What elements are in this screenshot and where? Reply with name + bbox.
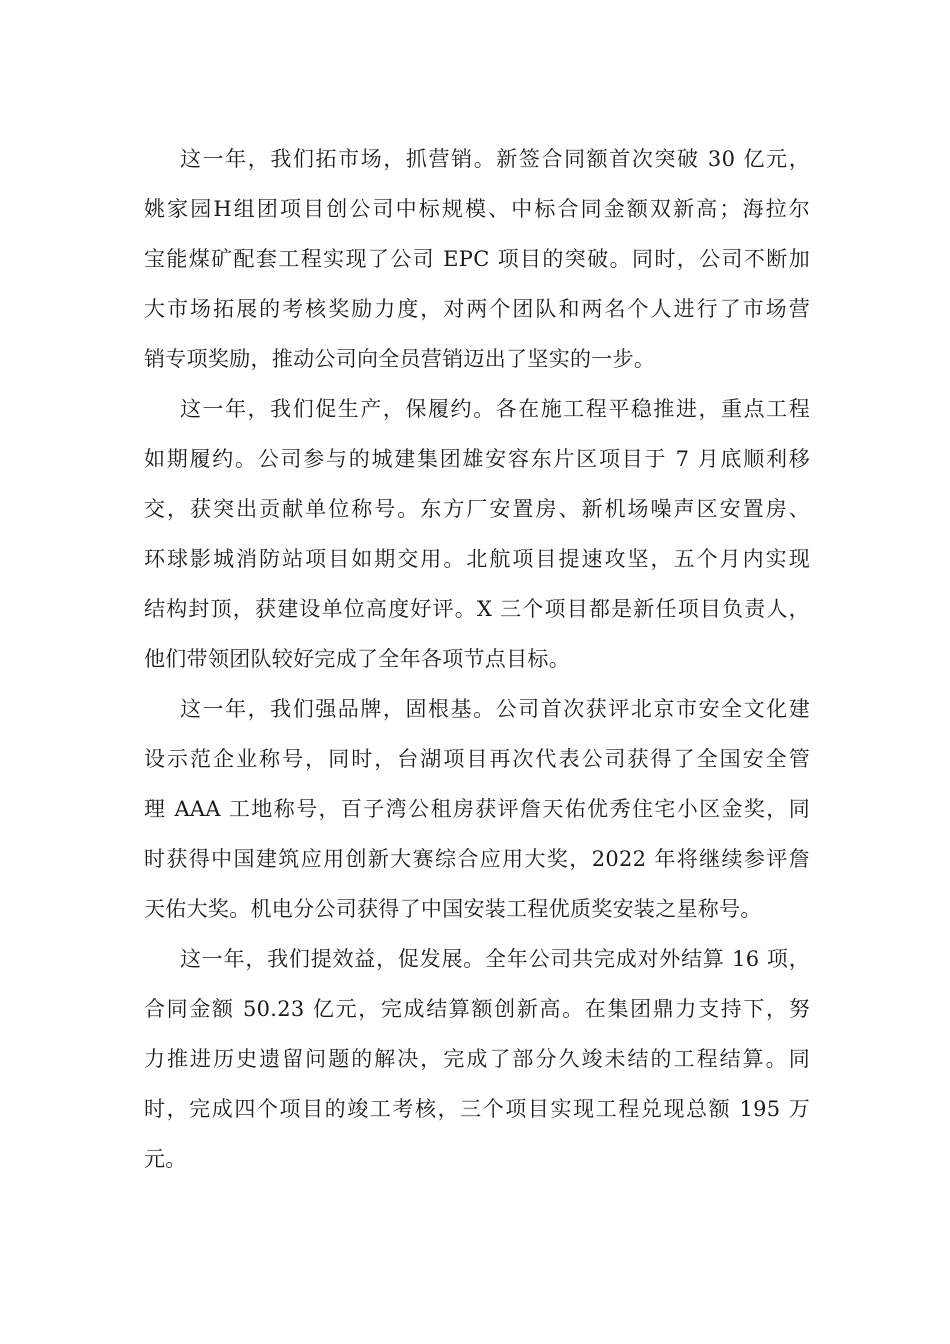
paragraph-line: 如期履约。公司参与的城建集团雄安容东片区项目于 7 月底顺利移 (144, 447, 810, 471)
paragraph-line: 理 AAA 工地称号，百子湾公租房获评詹天佑优秀住宅小区金奖，同 (144, 797, 810, 821)
paragraph-line: 时获得中国建筑应用创新大赛综合应用大奖，2022 年将继续参评詹 (144, 847, 810, 871)
paragraph-line: 这一年，我们促生产，保履约。各在施工程平稳推进，重点工程 (180, 397, 810, 421)
paragraph-line: 宝能煤矿配套工程实现了公司 EPC 项目的突破。同时，公司不断加 (144, 247, 810, 271)
paragraph-line: 这一年，我们拓市场，抓营销。新签合同额首次突破 30 亿元， (180, 147, 810, 171)
paragraph-line: 合同金额 50.23 亿元，完成结算额创新高。在集团鼎力支持下，努 (144, 997, 810, 1021)
paragraph-line: 交，获突出贡献单位称号。东方厂安置房、新机场噪声区安置房、 (144, 497, 810, 521)
paragraph-line: 时，完成四个项目的竣工考核，三个项目实现工程兑现总额 195 万 (144, 1097, 810, 1121)
paragraph-market (144, 134, 810, 384)
paragraph-line: 元。 (144, 1147, 187, 1171)
paragraph-line: 环球影城消防站项目如期交用。北航项目提速攻坚，五个月内实现 (144, 547, 810, 571)
paragraph-line: 这一年，我们强品牌，固根基。公司首次获评北京市安全文化建 (180, 697, 810, 721)
paragraph-line: 销专项奖励，推动公司向全员营销迈出了坚实的一步。 (144, 347, 656, 371)
paragraph-line: 这一年，我们提效益，促发展。全年公司共完成对外结算 16 项， (180, 947, 810, 971)
paragraph-line: 姚家园H组团项目创公司中标规模、中标合同金额双新高；海拉尔 (144, 197, 810, 221)
paragraph-efficiency (144, 934, 810, 1184)
paragraph-line: 设示范企业称号，同时，台湖项目再次代表公司获得了全国安全管 (144, 747, 810, 771)
paragraph-brand (144, 684, 810, 934)
paragraph-production (144, 384, 810, 684)
paragraph-line: 结构封顶，获建设单位高度好评。X 三个项目都是新任项目负责人， (144, 597, 810, 621)
paragraph-line: 天佑大奖。机电分公司获得了中国安装工程优质奖安装之星称号。 (144, 897, 762, 921)
paragraph-line: 他们带领团队较好完成了全年各项节点目标。 (144, 647, 570, 671)
paragraph-line: 力推进历史遗留问题的解决，完成了部分久竣未结的工程结算。同 (144, 1047, 810, 1071)
paragraph-line: 大市场拓展的考核奖励力度，对两个团队和两名个人进行了市场营 (144, 297, 810, 321)
document-body (144, 134, 810, 1184)
